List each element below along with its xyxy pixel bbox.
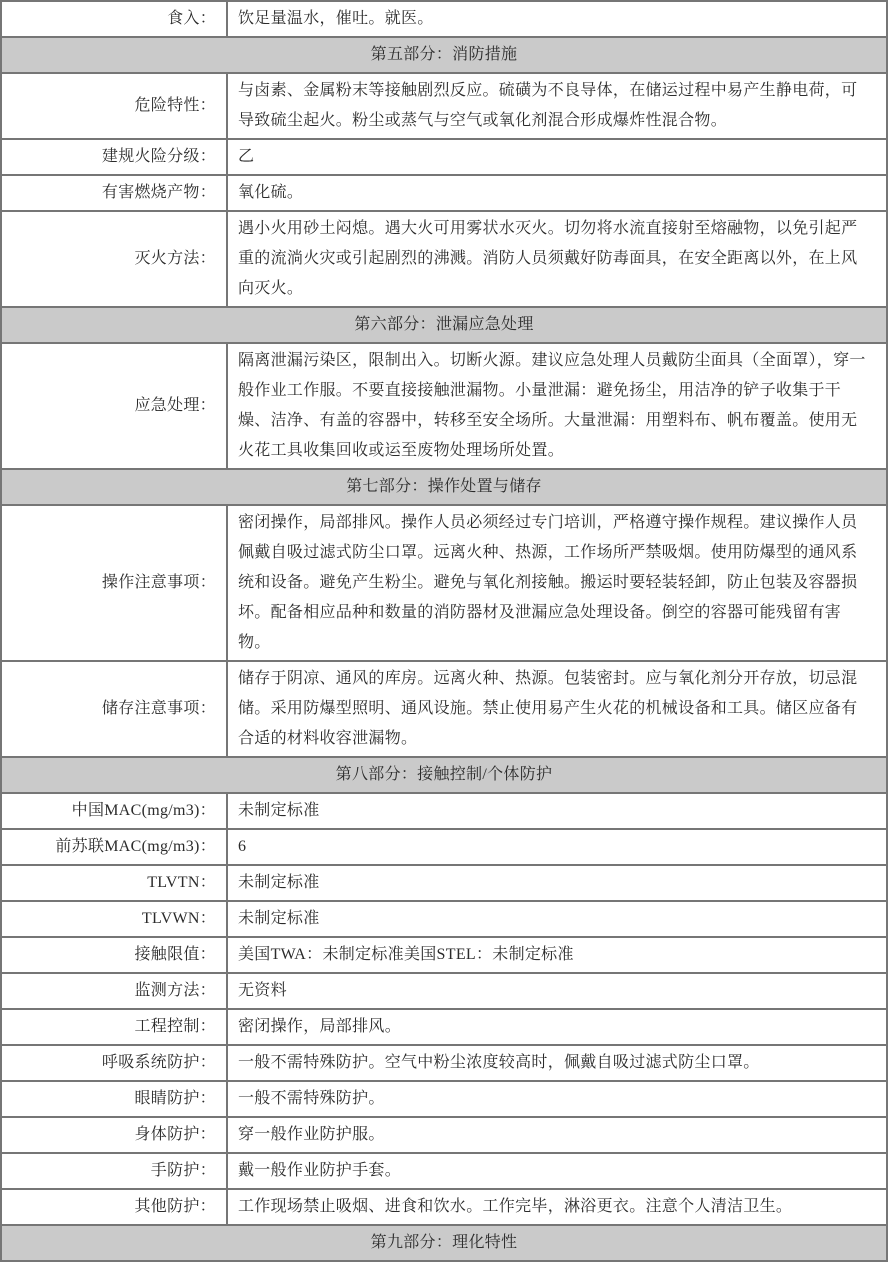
field-label: 中国MAC(mg/m3)： (1, 793, 227, 829)
field-value: 未制定标准 (227, 793, 887, 829)
field-value: 遇小火用砂土闷熄。遇大火可用雾状水灭火。切勿将水流直接射至熔融物，以免引起严重的流淌火灾或引起剧烈的沸溅。消防人员须戴好防毒面具，在安全距离以外，在上风向灭火。 (227, 211, 887, 307)
field-value: 美国TWA：未制定标准美国STEL：未制定标准 (227, 937, 887, 973)
table-row (1, 901, 887, 937)
field-label: 身体防护： (1, 1117, 227, 1153)
section-header-row (1, 307, 887, 343)
section-title: 第八部分：接触控制/个体防护 (1, 757, 887, 793)
field-value: 工作现场禁止吸烟、进食和饮水。工作完毕，淋浴更衣。注意个人清洁卫生。 (227, 1189, 887, 1225)
field-value: 戴一般作业防护手套。 (227, 1153, 887, 1189)
field-value: 隔离泄漏污染区，限制出入。切断火源。建议应急处理人员戴防尘面具（全面罩），穿一般作业工作服。不要直接接触泄漏物。小量泄漏：避免扬尘，用洁净的铲子收集于干燥、洁净、有盖的容器中，转移至安全场所。大量泄漏：用塑料布、帆布覆盖。使用无火花工具收集回收或运至废物处理场所处置。 (227, 343, 887, 469)
table-row (1, 343, 887, 469)
field-value: 饮足量温水，催吐。就医。 (227, 1, 887, 37)
field-label: 工程控制： (1, 1009, 227, 1045)
field-value: 一般不需特殊防护。 (227, 1081, 887, 1117)
field-label: TLVWN： (1, 901, 227, 937)
field-value: 无资料 (227, 973, 887, 1009)
field-value: 储存于阴凉、通风的库房。远离火种、热源。包装密封。应与氧化剂分开存放，切忌混储。采用防爆型照明、通风设施。禁止使用易产生火花的机械设备和工具。储区应备有合适的材料收容泄漏物。 (227, 661, 887, 757)
table-row (1, 73, 887, 139)
field-label: 操作注意事项： (1, 505, 227, 661)
field-value: 6 (227, 829, 887, 865)
msds-table-body (1, 1, 887, 1261)
section-title: 第九部分：理化特性 (1, 1225, 887, 1261)
field-value: 穿一般作业防护服。 (227, 1117, 887, 1153)
table-row (1, 1081, 887, 1117)
section-title: 第六部分：泄漏应急处理 (1, 307, 887, 343)
table-row (1, 937, 887, 973)
table-row (1, 211, 887, 307)
field-value: 密闭操作，局部排风。操作人员必须经过专门培训，严格遵守操作规程。建议操作人员佩戴自吸过滤式防尘口罩。远离火种、热源，工作场所严禁吸烟。使用防爆型的通风系统和设备。避免产生粉尘。避免与氧化剂接触。搬运时要轻装轻卸，防止包装及容器损坏。配备相应品种和数量的消防器材及泄漏应急处理设备。倒空的容器可能残留有害物。 (227, 505, 887, 661)
table-row (1, 865, 887, 901)
section-header-row (1, 757, 887, 793)
field-label: 食入： (1, 1, 227, 37)
table-row (1, 1045, 887, 1081)
table-row (1, 139, 887, 175)
section-title: 第五部分：消防措施 (1, 37, 887, 73)
field-value: 未制定标准 (227, 901, 887, 937)
field-value: 密闭操作，局部排风。 (227, 1009, 887, 1045)
field-value: 一般不需特殊防护。空气中粉尘浓度较高时，佩戴自吸过滤式防尘口罩。 (227, 1045, 887, 1081)
field-label: 其他防护： (1, 1189, 227, 1225)
field-label: 建规火险分级： (1, 139, 227, 175)
table-row (1, 1009, 887, 1045)
section-header-row (1, 469, 887, 505)
table-row (1, 1189, 887, 1225)
table-row (1, 1117, 887, 1153)
field-label: 储存注意事项： (1, 661, 227, 757)
table-row (1, 175, 887, 211)
field-label: 危险特性： (1, 73, 227, 139)
field-value: 乙 (227, 139, 887, 175)
field-label: 前苏联MAC(mg/m3)： (1, 829, 227, 865)
field-label: 有害燃烧产物： (1, 175, 227, 211)
table-row (1, 793, 887, 829)
table-row (1, 829, 887, 865)
field-label: 呼吸系统防护： (1, 1045, 227, 1081)
field-value: 与卤素、金属粉末等接触剧烈反应。硫磺为不良导体，在储运过程中易产生静电荷，可导致硫尘起火。粉尘或蒸气与空气或氧化剂混合形成爆炸性混合物。 (227, 73, 887, 139)
table-row (1, 661, 887, 757)
table-row (1, 1153, 887, 1189)
section-title: 第七部分：操作处置与储存 (1, 469, 887, 505)
field-label: TLVTN： (1, 865, 227, 901)
field-label: 灭火方法： (1, 211, 227, 307)
field-label: 应急处理： (1, 343, 227, 469)
field-label: 手防护： (1, 1153, 227, 1189)
field-label: 眼睛防护： (1, 1081, 227, 1117)
section-header-row (1, 37, 887, 73)
field-value: 未制定标准 (227, 865, 887, 901)
table-row (1, 973, 887, 1009)
table-row (1, 1, 887, 37)
field-label: 接触限值： (1, 937, 227, 973)
field-label: 监测方法： (1, 973, 227, 1009)
table-row (1, 505, 887, 661)
field-value: 氧化硫。 (227, 175, 887, 211)
section-header-row (1, 1225, 887, 1261)
